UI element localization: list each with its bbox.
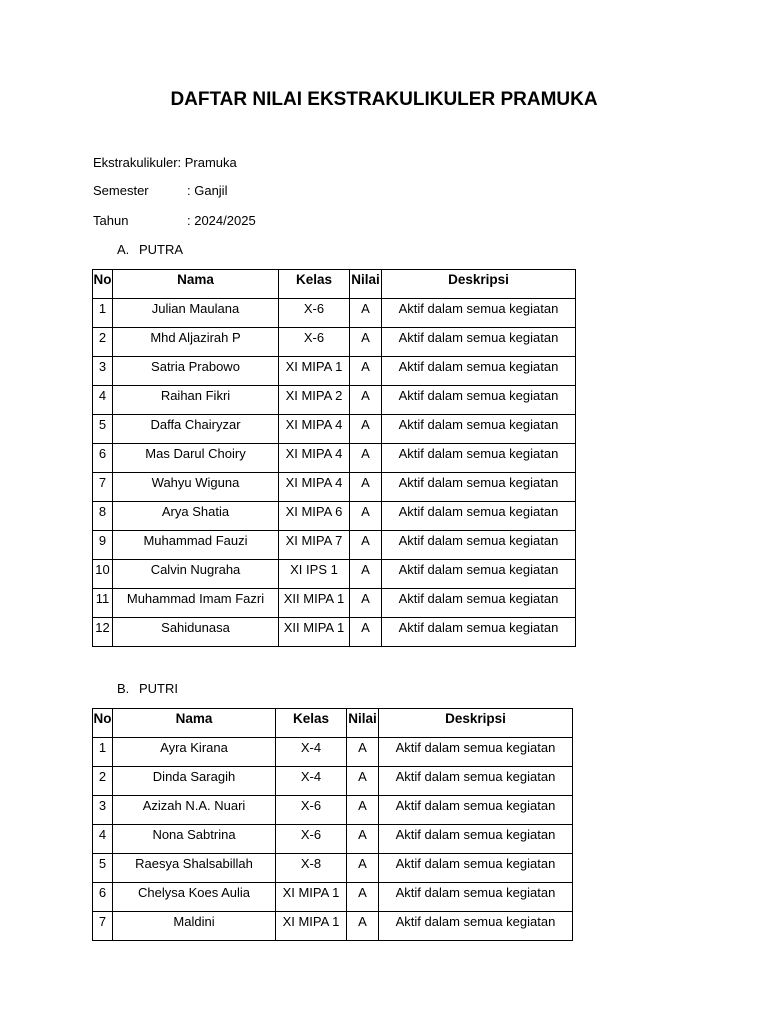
table-row xyxy=(93,386,576,415)
column-header-deskripsi: Deskripsi xyxy=(379,709,573,738)
section-heading-putri xyxy=(117,680,178,698)
table-row xyxy=(93,357,576,386)
table-row xyxy=(93,328,576,357)
table-row xyxy=(93,560,576,589)
cell-deskripsi: Aktif dalam semua kegiatan xyxy=(382,473,576,502)
column-header-nilai: Nilai xyxy=(350,270,382,299)
table-row xyxy=(93,796,573,825)
cell-deskripsi: Aktif dalam semua kegiatan xyxy=(382,618,576,647)
cell-kelas: XI MIPA 2 xyxy=(279,386,350,415)
cell-no: 9 xyxy=(93,531,113,560)
cell-deskripsi: Aktif dalam semua kegiatan xyxy=(382,328,576,357)
cell-no: 2 xyxy=(93,767,113,796)
cell-nilai: A xyxy=(350,531,382,560)
cell-no: 6 xyxy=(93,883,113,912)
column-header-kelas: Kelas xyxy=(279,270,350,299)
cell-kelas: XI MIPA 4 xyxy=(279,473,350,502)
cell-nama: Calvin Nugraha xyxy=(113,560,279,589)
grade-table-putra xyxy=(92,269,576,647)
cell-nilai: A xyxy=(350,386,382,415)
cell-deskripsi: Aktif dalam semua kegiatan xyxy=(382,531,576,560)
cell-nilai: A xyxy=(350,415,382,444)
table-row xyxy=(93,883,573,912)
cell-kelas: XII MIPA 1 xyxy=(279,618,350,647)
cell-deskripsi: Aktif dalam semua kegiatan xyxy=(382,589,576,618)
cell-no: 2 xyxy=(93,328,113,357)
table-row xyxy=(93,299,576,328)
cell-deskripsi: Aktif dalam semua kegiatan xyxy=(379,912,573,941)
table-row xyxy=(93,825,573,854)
cell-deskripsi: Aktif dalam semua kegiatan xyxy=(382,299,576,328)
section-letter: A. xyxy=(117,242,130,257)
cell-nilai: A xyxy=(347,738,379,767)
meta-tahun xyxy=(93,212,256,230)
table-row xyxy=(93,531,576,560)
cell-deskripsi: Aktif dalam semua kegiatan xyxy=(379,854,573,883)
meta-semester-value: : Ganjil xyxy=(187,183,228,198)
cell-nama: Azizah N.A. Nuari xyxy=(113,796,276,825)
cell-no: 1 xyxy=(93,738,113,767)
cell-kelas: XI IPS 1 xyxy=(279,560,350,589)
cell-nilai: A xyxy=(347,796,379,825)
section-letter: B. xyxy=(117,681,130,696)
cell-no: 1 xyxy=(93,299,113,328)
cell-nilai: A xyxy=(350,589,382,618)
cell-deskripsi: Aktif dalam semua kegiatan xyxy=(382,560,576,589)
cell-nama: Mhd Aljazirah P xyxy=(113,328,279,357)
cell-no: 5 xyxy=(93,415,113,444)
cell-nama: Ayra Kirana xyxy=(113,738,276,767)
cell-kelas: XI MIPA 1 xyxy=(276,912,347,941)
cell-kelas: X-8 xyxy=(276,854,347,883)
cell-kelas: XI MIPA 1 xyxy=(279,357,350,386)
cell-nama: Wahyu Wiguna xyxy=(113,473,279,502)
cell-kelas: XI MIPA 7 xyxy=(279,531,350,560)
cell-nama: Chelysa Koes Aulia xyxy=(113,883,276,912)
cell-no: 10 xyxy=(93,560,113,589)
column-header-kelas: Kelas xyxy=(276,709,347,738)
meta-semester-label: Semester xyxy=(93,183,149,198)
cell-nama: Sahidunasa xyxy=(113,618,279,647)
column-header-nama: Nama xyxy=(113,709,276,738)
table-row xyxy=(93,618,576,647)
cell-deskripsi: Aktif dalam semua kegiatan xyxy=(379,796,573,825)
cell-nama: Arya Shatia xyxy=(113,502,279,531)
table-row xyxy=(93,415,576,444)
cell-nilai: A xyxy=(347,825,379,854)
table-row xyxy=(93,589,576,618)
table-row xyxy=(93,502,576,531)
table-header-row xyxy=(93,270,576,299)
cell-nama: Raesya Shalsabillah xyxy=(113,854,276,883)
cell-nilai: A xyxy=(350,328,382,357)
cell-nilai: A xyxy=(350,444,382,473)
column-header-deskripsi: Deskripsi xyxy=(382,270,576,299)
cell-kelas: XI MIPA 1 xyxy=(276,883,347,912)
table-row xyxy=(93,444,576,473)
cell-no: 12 xyxy=(93,618,113,647)
column-header-no: No xyxy=(93,709,113,738)
cell-no: 4 xyxy=(93,386,113,415)
meta-ekstrakurikuler xyxy=(93,154,237,172)
cell-nama: Mas Darul Choiry xyxy=(113,444,279,473)
cell-kelas: X-6 xyxy=(276,825,347,854)
cell-deskripsi: Aktif dalam semua kegiatan xyxy=(382,415,576,444)
cell-nama: Dinda Saragih xyxy=(113,767,276,796)
cell-nilai: A xyxy=(347,854,379,883)
cell-deskripsi: Aktif dalam semua kegiatan xyxy=(379,883,573,912)
cell-nilai: A xyxy=(350,473,382,502)
table-row xyxy=(93,912,573,941)
cell-no: 7 xyxy=(93,912,113,941)
cell-nama: Muhammad Imam Fazri xyxy=(113,589,279,618)
cell-nama: Maldini xyxy=(113,912,276,941)
cell-nilai: A xyxy=(350,618,382,647)
column-header-nama: Nama xyxy=(113,270,279,299)
cell-nilai: A xyxy=(347,883,379,912)
cell-kelas: XI MIPA 4 xyxy=(279,415,350,444)
cell-nilai: A xyxy=(350,502,382,531)
meta-tahun-label: Tahun xyxy=(93,213,129,228)
cell-no: 8 xyxy=(93,502,113,531)
document-title: DAFTAR NILAI EKSTRAKULIKULER PRAMUKA xyxy=(170,89,598,110)
column-header-no: No xyxy=(93,270,113,299)
cell-nama: Raihan Fikri xyxy=(113,386,279,415)
cell-no: 7 xyxy=(93,473,113,502)
cell-nilai: A xyxy=(347,767,379,796)
cell-no: 3 xyxy=(93,357,113,386)
cell-kelas: XI MIPA 6 xyxy=(279,502,350,531)
cell-nilai: A xyxy=(347,912,379,941)
table-header-row xyxy=(93,709,573,738)
cell-nilai: A xyxy=(350,299,382,328)
cell-deskripsi: Aktif dalam semua kegiatan xyxy=(382,444,576,473)
meta-tahun-value: : 2024/2025 xyxy=(187,213,256,228)
cell-kelas: XII MIPA 1 xyxy=(279,589,350,618)
section-title: PUTRA xyxy=(139,242,184,257)
cell-kelas: XI MIPA 4 xyxy=(279,444,350,473)
meta-ekstrakurikuler-label: Ekstrakulikuler: xyxy=(93,155,182,170)
cell-deskripsi: Aktif dalam semua kegiatan xyxy=(382,357,576,386)
table-row xyxy=(93,738,573,767)
grade-table-putri xyxy=(92,708,573,941)
cell-deskripsi: Aktif dalam semua kegiatan xyxy=(379,767,573,796)
cell-no: 5 xyxy=(93,854,113,883)
cell-deskripsi: Aktif dalam semua kegiatan xyxy=(379,738,573,767)
table-row xyxy=(93,767,573,796)
cell-deskripsi: Aktif dalam semua kegiatan xyxy=(379,825,573,854)
column-header-nilai: Nilai xyxy=(347,709,379,738)
cell-nama: Daffa Chairyzar xyxy=(113,415,279,444)
cell-nilai: A xyxy=(350,560,382,589)
cell-nama: Muhammad Fauzi xyxy=(113,531,279,560)
cell-kelas: X-6 xyxy=(279,328,350,357)
cell-kelas: X-4 xyxy=(276,738,347,767)
cell-kelas: X-4 xyxy=(276,767,347,796)
cell-deskripsi: Aktif dalam semua kegiatan xyxy=(382,386,576,415)
table-row xyxy=(93,854,573,883)
meta-ekstrakurikuler-value: Pramuka xyxy=(181,155,237,170)
cell-no: 11 xyxy=(93,589,113,618)
section-title: PUTRI xyxy=(139,681,178,696)
cell-no: 6 xyxy=(93,444,113,473)
cell-no: 4 xyxy=(93,825,113,854)
table-row xyxy=(93,473,576,502)
cell-nilai: A xyxy=(350,357,382,386)
meta-semester xyxy=(93,182,227,200)
cell-nama: Julian Maulana xyxy=(113,299,279,328)
cell-nama: Satria Prabowo xyxy=(113,357,279,386)
cell-kelas: X-6 xyxy=(276,796,347,825)
cell-kelas: X-6 xyxy=(279,299,350,328)
cell-deskripsi: Aktif dalam semua kegiatan xyxy=(382,502,576,531)
cell-nama: Nona Sabtrina xyxy=(113,825,276,854)
cell-no: 3 xyxy=(93,796,113,825)
section-heading-putra xyxy=(117,241,183,259)
